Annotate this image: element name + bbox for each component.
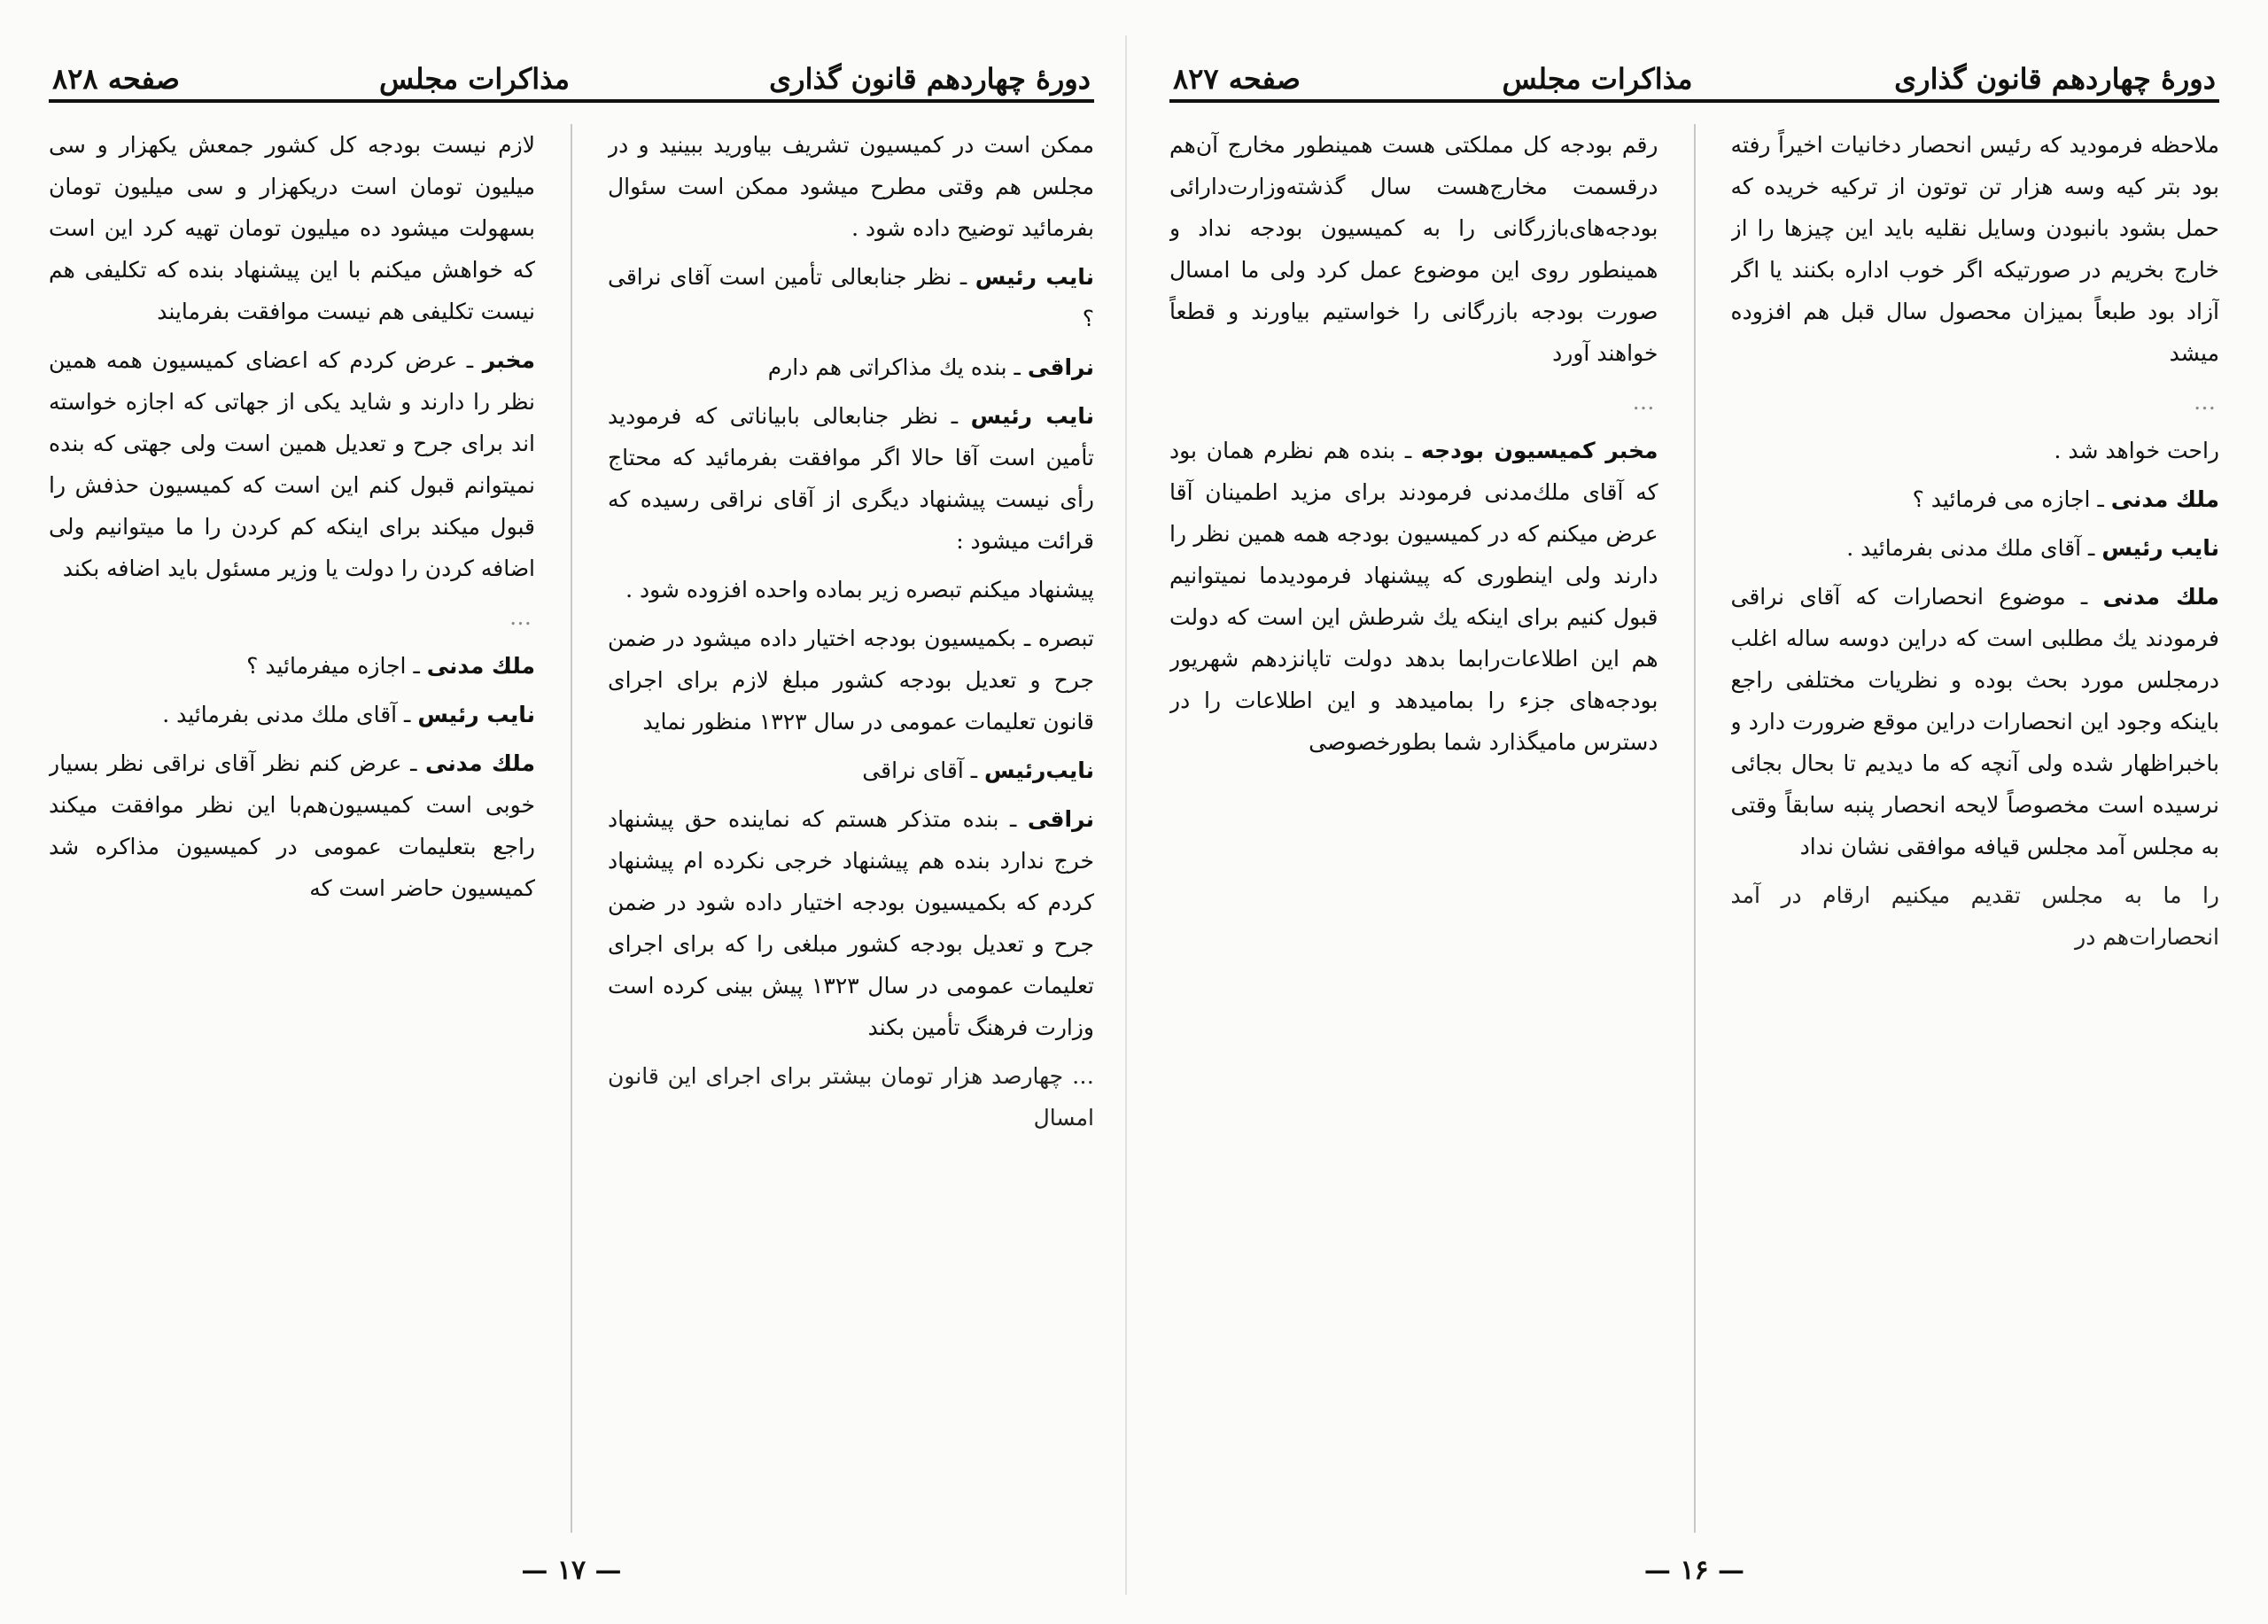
speaker-name: نایب رئیس	[970, 403, 1094, 429]
paragraph: لازم نیست بودجه کل کشور جمعش یکهزار و سی میلیون تومان است دریکهزار و سی میلیون تومان بسهولت میشود ده میلیون تومان تهیه کرد این است که خواهش میکنم با این پیشنهاد بنده که تکلیفی هم نیست تکلیفی هم نیست موافقت بفرمایند	[49, 132, 535, 324]
speaker-name: نایب رئیس	[975, 264, 1094, 290]
speech-text: ـ آقای ملك مدنی بفرمائید .	[162, 702, 411, 727]
left-page-header	[49, 53, 1094, 99]
speaker-name: ملك مدنی	[2102, 584, 2219, 610]
left-page	[49, 53, 1094, 1586]
speech-text: ـ آقای ملك مدنی بفرمائید .	[1846, 535, 2095, 561]
left-columns	[49, 124, 1094, 1533]
left-page-folio: — ۱۷ —	[521, 1555, 622, 1586]
paragraph: را ما به مجلس تقدیم میکنیم ارقام در آمد انحصارات‌هم در	[1730, 882, 2219, 950]
speech-text: ـ آقای نراقی	[862, 758, 978, 783]
speech-text: ـ بنده یك مذاکراتی هم دارم	[767, 354, 1021, 380]
speech-text: ـ بنده هم نظرم همان بود که آقای ملك‌مدنی فرمودند برای مزید اطمینان آقا عرض میکنم که در کمیسیون بودجه همه همین نظر را دارند ولی اینطوری که پیشنهاد فرمودید‌ما نمیتوانیم قبول کنیم برای اینکه یك شرطش این است که دولت هم این اطلاعات‌را‌بما بدهد دولت تاپانزدهم شهریور بودجه‌های جزء را بمامیدهد و این اطلاعات را در دسترس ماميگذارد شما بطورخصوصی	[1169, 438, 1658, 755]
right-header-rule	[1169, 99, 2219, 103]
speech-text: ـ بنده متذکر هستم که نماینده حق پیشنهاد خرج ندارد بنده هم پیشنهاد خرجی نکرده ام پیشنهاد کردم که بکمیسیون بودجه اختیار داده شود در ضمن جرح و تعدیل بودجه کشور مبلغی را که برای اجرای تعلیمات عمومی در سال ۱۳۲۳ پیش بینی کرده است وزارت فرهنگ تأمین بکند	[608, 806, 1094, 1040]
speech-text: ـ اجازه میفرمائید ؟	[246, 653, 420, 679]
speaker-name: ملك مدنی	[425, 750, 535, 776]
paragraph	[49, 645, 535, 687]
paragraph: رقم بودجه کل مملکتی هست همینطور مخارج آن‌هم درقسمت مخارج‌هست سال گذشته‌وزارت‌دارائی بودجه‌های‌بازرگانی را به کمیسیون بودجه نداد و همینطور روی این موضوع عمل کرد ولی ما امسال صورت بودجه بازرگانی را خواستیم بیاورند و قطعاً خواهند آورد	[1169, 132, 1658, 366]
speaker-name: نراقی	[1027, 806, 1094, 832]
speaker-name: نایب رئیس	[417, 702, 535, 727]
paragraph	[49, 339, 535, 589]
paragraph	[608, 256, 1094, 339]
omitted-text: …	[2194, 389, 2219, 415]
paragraph	[1731, 527, 2220, 569]
speaker-name: نایب‌رئیس	[984, 758, 1094, 783]
omitted-text: …	[1632, 389, 1658, 415]
paragraph	[1731, 576, 2220, 867]
omitted-text: …	[509, 604, 535, 630]
column-divider	[571, 124, 572, 1533]
speech-text: ـ نظر جنابعالی تأمین است آقای نراقی ؟	[608, 264, 1094, 331]
paragraph	[49, 742, 535, 909]
left-header-rule	[49, 99, 1094, 103]
paragraph	[608, 346, 1094, 388]
left-section-title: مذاکرات مجلس	[378, 62, 571, 96]
speech-text: ـ اجازه می فرمائید ؟	[1912, 486, 2104, 512]
left-page-left-column	[49, 124, 535, 1533]
speech-text: ـ موضوع انحصارات که آقای نراقی فرمودند یك مطلبی است که دراین دوسه ساله اغلب درمجلس مورد بحث بوده و نظریات مختلفی راجع باینکه وجود این انحصارات دراین موقع ضرورت دارد و باخبراظهار شده ولی آنچه که ما دیدیم تا بحال بجائی نرسیده است مخصوصاً لایحه انحصار پنبه سابقاً وقتی به مجلس آمد مجلس قیافه موافقی نشان نداد	[1730, 584, 2219, 859]
right-page-left-column	[1169, 124, 1658, 1533]
paragraph: راحت خواهد شد .	[2054, 438, 2219, 463]
right-page-header	[1169, 53, 2219, 99]
left-page-number: صفحه ۸۲۸	[52, 62, 180, 96]
left-session-title: دورهٔ چهاردهم قانون گذاری	[769, 62, 1091, 96]
paragraph	[49, 694, 535, 735]
speech-text: ـ عرض کردم که اعضای کمیسیون همه همین نظر را دارند و شاید یکی از جهاتی که اجازه خواسته اند برای جرح و تعدیل همین است ولی جهتی که بنده نمیتوانم قبول کنم این است که کمیسیون حذفش را قبول میکند برای اینکه کم کردن را ما میتوانیم ولی اضافه کردن را دولت یا وزیر مسئول باید اضافه بکند	[49, 347, 535, 581]
paragraph: پیشنهاد میکنم تبصره زیر بماده واحده افزوده شود .	[625, 577, 1094, 602]
paragraph: … چهارصد هزار تومان بیشتر برای اجرای این قانون امسال	[608, 1063, 1094, 1131]
speech-text: ـ عرض کنم نظر آقای نراقی نظر بسیار خوبی است کمیسیون‌هم‌با این نظر موافقت میکند راجع بتعلیمات عمومی در کمیسیون مذاکره شد کمیسیون حاضر است که	[49, 750, 535, 901]
left-page-right-column	[608, 124, 1094, 1533]
paragraph: تبصره ـ بکمیسیون بودجه اختیار داده میشود در ضمن جرح و تعدیل بودجه کشور مبلغ لازم برای اجرای قانون تعلیمات عمومی در سال ۱۳۲۳ منظور نماید	[608, 626, 1094, 734]
speaker-name: نراقی	[1027, 354, 1094, 380]
column-divider	[1694, 124, 1696, 1533]
paragraph	[1731, 478, 2220, 520]
paragraph: ملاحظه فرمودید که رئیس انحصار دخانیات اخیراً رفته بود بتر کیه وسه هزار تن توتون از ترکیه خریده که حمل بشود بانبودن وسایل نقلیه باید این چیزها را از خارج بخریم در صورتیکه اگر خوب اداره بکنند یا اگر آزاد بود طبعاً بمیزان محصول سال قبل هم افزوده میشد	[1730, 132, 2219, 366]
right-page-number: صفحه ۸۲۷	[1173, 62, 1301, 96]
speech-text: ـ نظر جنابعالی بابیاناتی که فرمودید تأمین است آقا حالا اگر موافقت بفرمائید که محتاج رأی نیست پیشنهاد دیگری از آقای نراقی رسیده که قرائت میشود :	[608, 403, 1094, 554]
speaker-name: نایب رئیس	[2101, 535, 2219, 561]
paragraph: ممکن است در کمیسیون تشریف بیاورید ببینید و در مجلس هم وقتی مطرح میشود ممکن است سئوال بفرمائید توضیح داده شود .	[608, 132, 1094, 241]
right-session-title: دورهٔ چهاردهم قانون گذاری	[1894, 62, 2216, 96]
speaker-name: ملك مدنی	[426, 653, 535, 679]
speaker-name: مخبر	[482, 347, 535, 373]
paragraph	[608, 395, 1094, 562]
paragraph	[608, 798, 1094, 1048]
right-columns	[1169, 124, 2219, 1533]
binding-gutter	[1125, 35, 1127, 1595]
speaker-name: مخبر کمیسیون بودجه	[1420, 438, 1658, 463]
right-page-folio: — ۱۶ —	[1643, 1555, 1745, 1586]
speaker-name: ملك مدنی	[2110, 486, 2219, 512]
right-page	[1169, 53, 2219, 1586]
paragraph	[608, 750, 1094, 791]
paragraph	[1169, 430, 1658, 763]
right-page-right-column	[1731, 124, 2220, 1533]
right-section-title: مذاکرات مجلس	[1502, 62, 1693, 96]
